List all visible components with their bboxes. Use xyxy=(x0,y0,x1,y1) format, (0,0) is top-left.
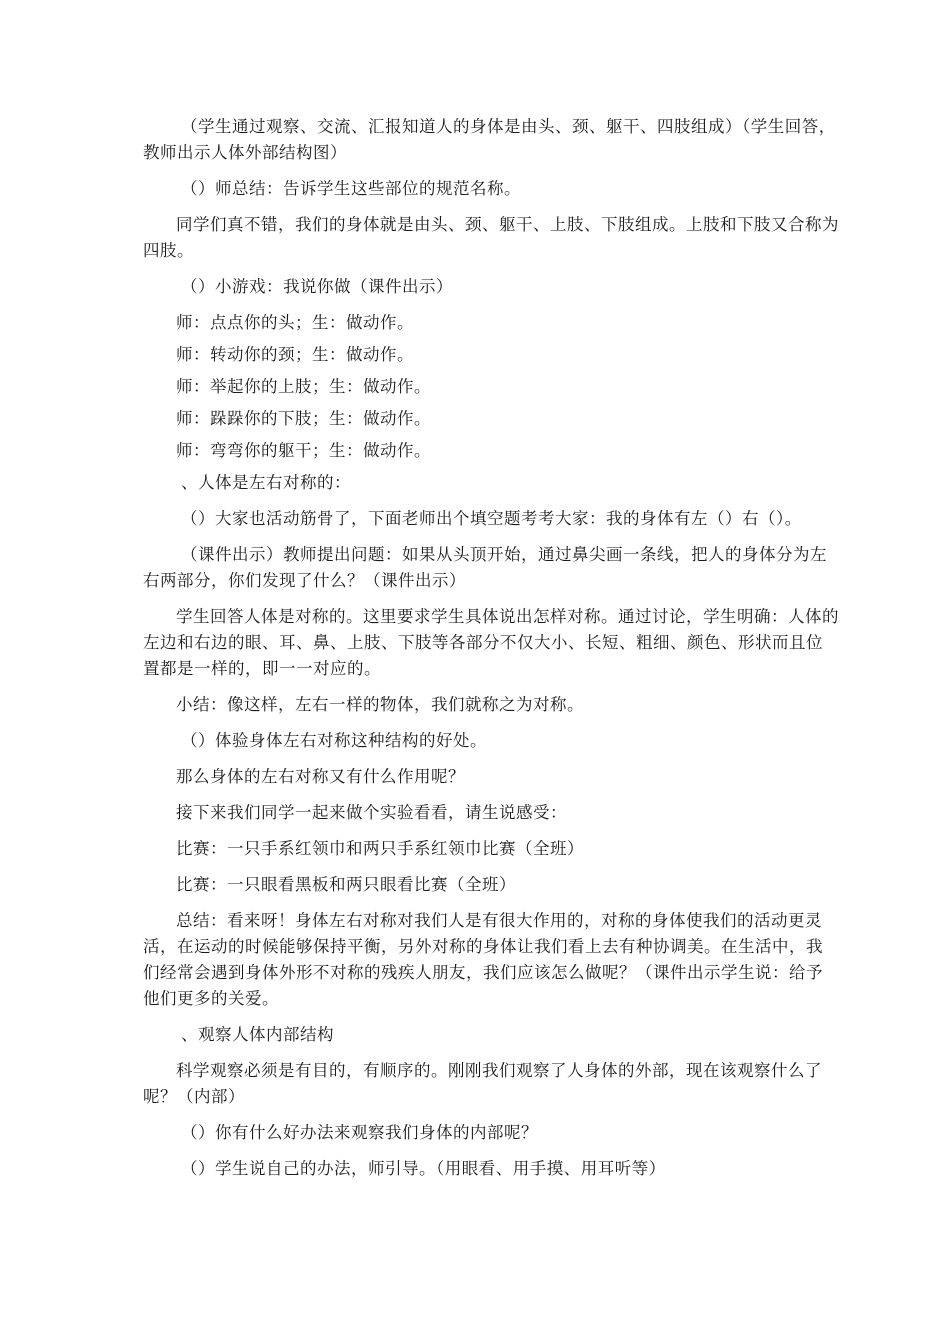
paragraph-experiment-intro: 接下来我们同学一起来做个实验看看，请生说感受： xyxy=(176,803,567,822)
paragraph-student-answer: 学生回答人体是对称的。这里要求学生具体说出怎样对称。通过讨论，学生明确：人体的左边和右边的眼、耳、鼻、上肢、下肢等各部分不仅大小、长短、粗细、颜色、形状而且位置都是一样的，即一一对应的。 xyxy=(143,607,839,678)
paragraph-internal-method-question: （）你有什么好办法来观察我们身体的内部呢？ xyxy=(180,1123,538,1142)
paragraph-scientific-observation: 科学观察必须是有目的，有顺序的。刚刚我们观察了人身体的外部，现在该观察什么了呢？（内部） xyxy=(143,1061,822,1106)
paragraph-final-summary: 总结：看来呀！身体左右对称对我们人是有很大作用的，对称的身体使我们的活动更灵活，在运动的时候能够保持平衡，另外对称的身体让我们看上去有种协调美。在生活中，我们经常会遇到身体外形不对称的残疾人朋友，我们应该怎么做呢？（课件出示学生说：给予他们更多的关爱。 xyxy=(143,911,823,1008)
paragraph-contest-eyes: 比赛：一只眼看黑板和两只眼看比赛（全班） xyxy=(176,875,516,894)
paragraph-game-head: 师：点点你的头；生：做动作。 xyxy=(176,313,414,332)
paragraph-teacher-summary: （）师总结：告诉学生这些部位的规范名称。 xyxy=(180,179,521,198)
paragraph-body-composition: 同学们真不错，我们的身体就是由头、颈、躯干、上肢、下肢组成。上肢和下肢又合称为四肢。 xyxy=(143,215,839,260)
paragraph-game-torso: 师：弯弯你的躯干；生：做动作。 xyxy=(176,441,431,460)
paragraph-observation-summary: （学生通过观察、交流、汇报知道人的身体是由头、颈、躯干、四肢组成）（学生回答，教师出示人体外部结构图） xyxy=(143,117,836,162)
paragraph-game-lower-limb: 师：跺跺你的下肢；生：做动作。 xyxy=(176,409,431,428)
paragraph-student-methods: （）学生说自己的办法，师引导。（用眼看、用手摸、用耳听等） xyxy=(180,1159,666,1178)
document-body xyxy=(143,114,839,1192)
paragraph-game-upper-limb: 师：举起你的上肢；生：做动作。 xyxy=(176,377,431,396)
paragraph-mini-game: （）小游戏：我说你做（课件出示） xyxy=(180,277,453,296)
paragraph-game-neck: 师：转动你的颈；生：做动作。 xyxy=(176,345,414,364)
paragraph-experience-symmetry: （）体验身体左右对称这种结构的好处。 xyxy=(180,731,487,750)
paragraph-symmetry-question: 那么身体的左右对称又有什么作用呢？ xyxy=(176,767,465,786)
section-heading-symmetry: 、人体是左右对称的： xyxy=(180,473,351,492)
section-heading-internal: 、观察人体内部结构 xyxy=(180,1025,334,1044)
paragraph-contest-scarf: 比赛：一只手系红领巾和两只手系红领巾比赛（全班） xyxy=(176,839,584,858)
paragraph-teacher-question: （课件出示）教师提出问题：如果从头顶开始，通过鼻尖画一条线，把人的身体分为左右两部分，你们发现了什么？（课件出示） xyxy=(143,545,827,590)
paragraph-symmetry-conclusion: 小结：像这样，左右一样的物体，我们就称之为对称。 xyxy=(176,695,584,714)
paragraph-fill-blank: （）大家也活动筋骨了，下面老师出个填空题考考大家：我的身体有左（）右（）。 xyxy=(180,509,802,528)
